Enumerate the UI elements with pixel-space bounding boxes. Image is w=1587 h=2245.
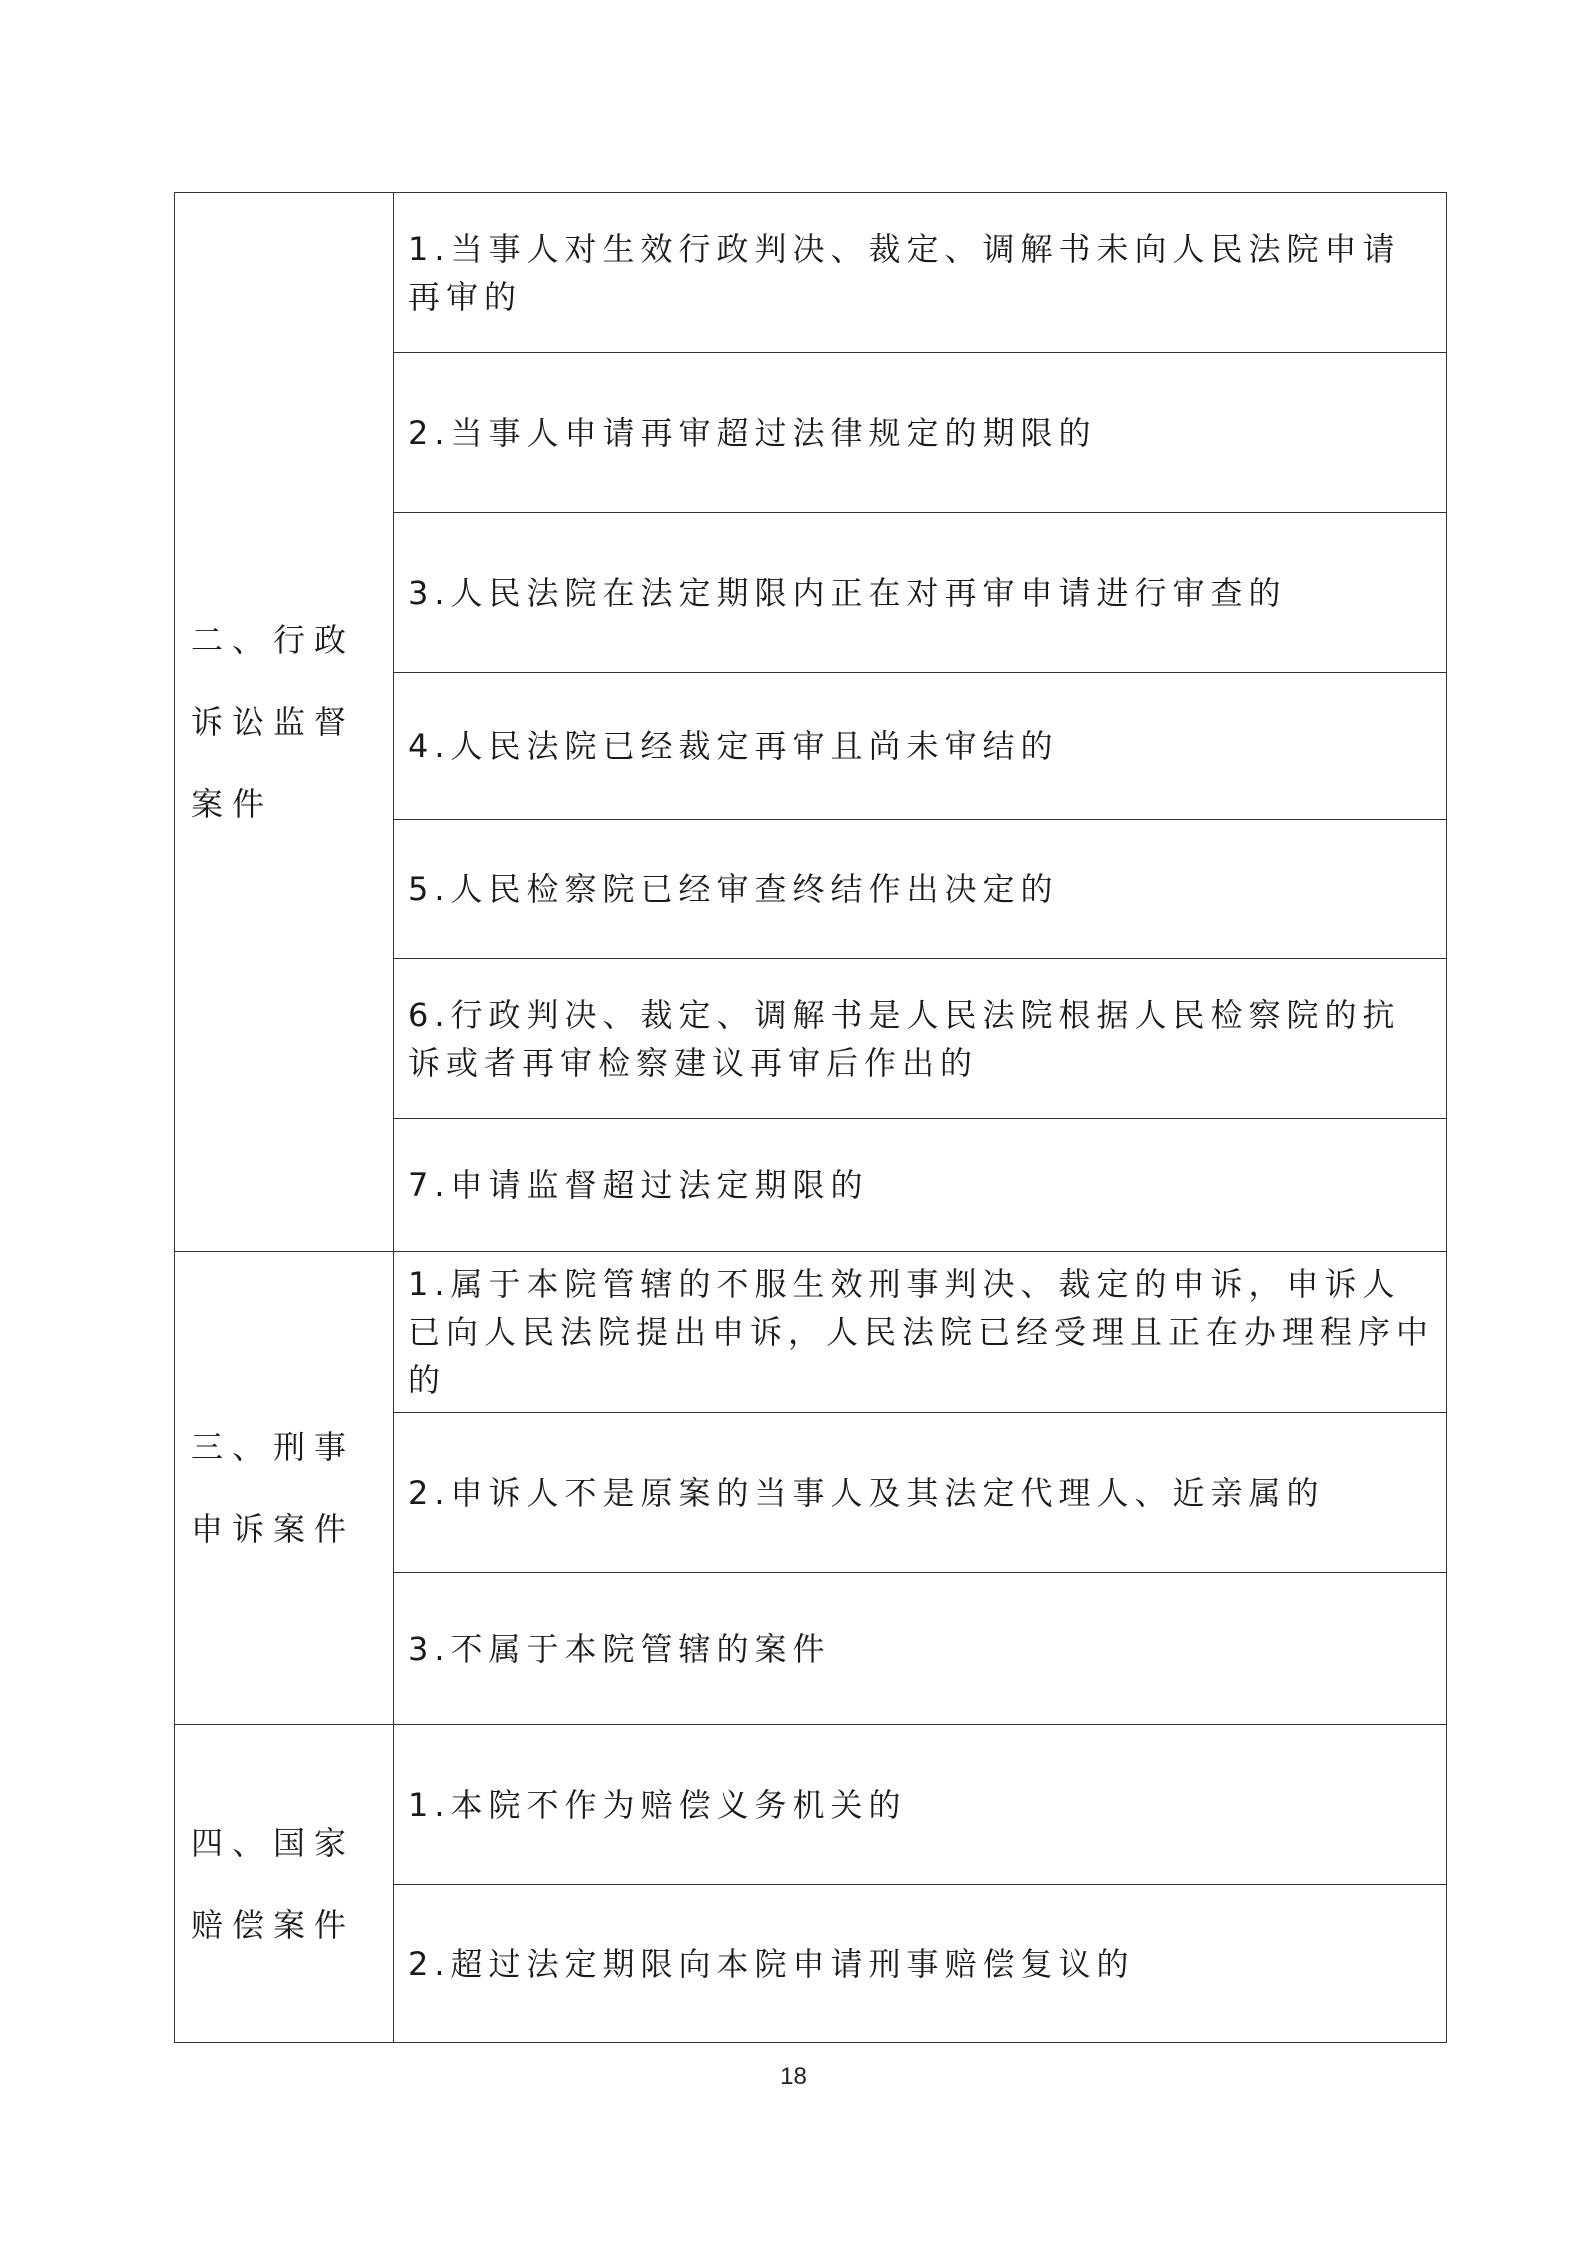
item-cell: 1.本院不作为赔偿义务机关的 <box>394 1725 1447 1885</box>
page-number: 18 <box>780 2063 807 2090</box>
category-cell-criminal: 三、刑事申诉案件 <box>175 1252 394 1725</box>
item-cell: 5.人民检察院已经审查终结作出决定的 <box>394 820 1447 959</box>
item-cell: 2.申诉人不是原案的当事人及其法定代理人、近亲属的 <box>394 1413 1447 1573</box>
category-cell-compensation: 四、国家赔偿案件 <box>175 1725 394 2043</box>
category-cell-admin: 二、行政诉讼监督案件 <box>175 193 394 1252</box>
item-cell: 3.不属于本院管辖的案件 <box>394 1573 1447 1725</box>
item-cell: 1.当事人对生效行政判决、裁定、调解书未向人民法院申请再审的 <box>394 193 1447 353</box>
item-cell: 2.当事人申请再审超过法律规定的期限的 <box>394 353 1447 513</box>
table-row <box>175 1252 1447 1413</box>
item-cell: 4.人民法院已经裁定再审且尚未审结的 <box>394 673 1447 820</box>
item-cell: 2.超过法定期限向本院申请刑事赔偿复议的 <box>394 1885 1447 2043</box>
table-row <box>175 193 1447 353</box>
item-cell: 7.申请监督超过法定期限的 <box>394 1119 1447 1252</box>
item-cell: 1.属于本院管辖的不服生效刑事判决、裁定的申诉，申诉人已向人民法院提出申诉，人民法院已经受理且正在办理程序中的 <box>394 1252 1447 1413</box>
item-cell: 3.人民法院在法定期限内正在对再审申请进行审查的 <box>394 513 1447 673</box>
item-cell: 6.行政判决、裁定、调解书是人民法院根据人民检察院的抗诉或者再审检察建议再审后作出的 <box>394 959 1447 1119</box>
case-table <box>174 192 1447 2043</box>
table-row <box>175 1725 1447 1885</box>
